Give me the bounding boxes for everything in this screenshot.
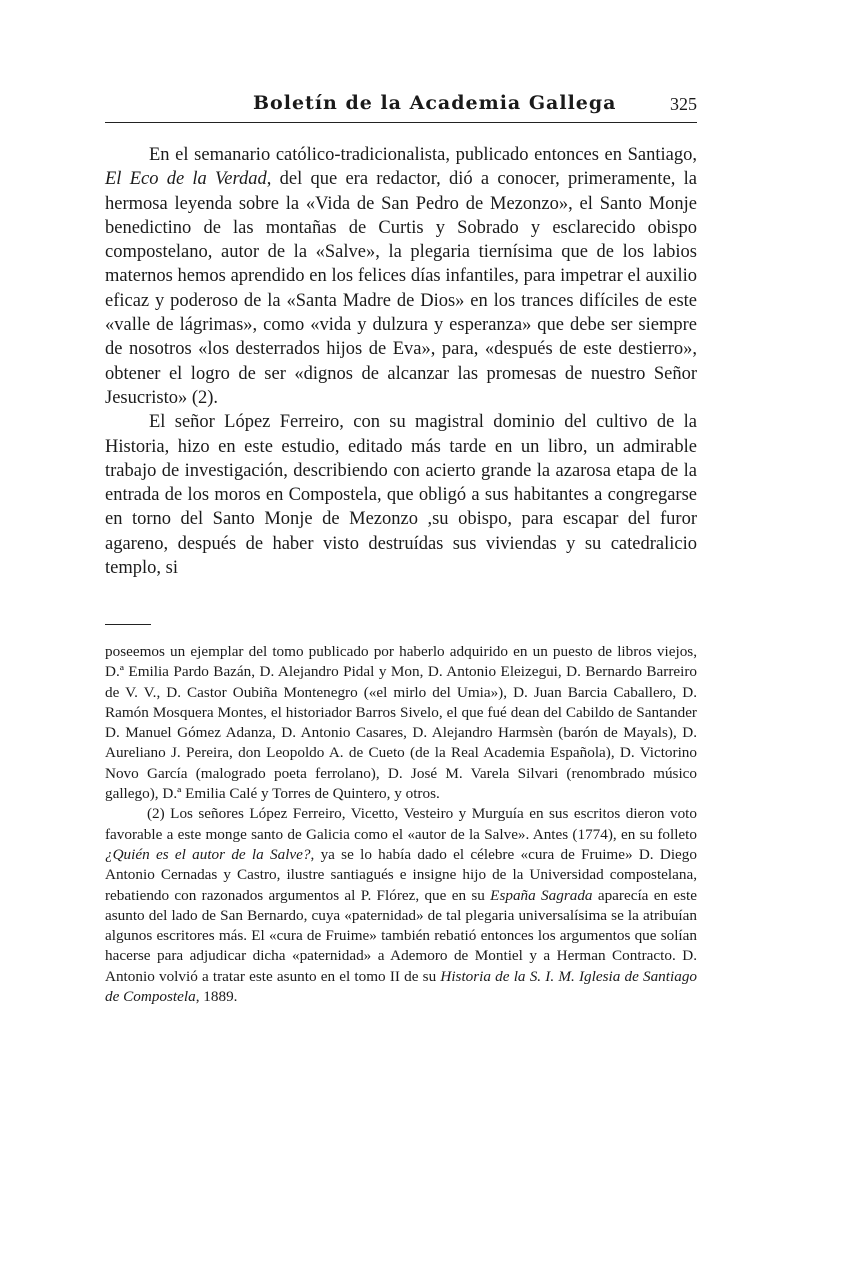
footnote-divider [105,624,151,625]
main-text [105,143,697,580]
footnote-2 [105,804,697,1007]
paragraph-1-text-a: En el semanario católico-tradicionalista, publicado entonces en Santiago, [149,145,697,165]
running-header [105,88,697,123]
footnote-2-text-c: , ya se lo había dado el célebre «cura de Fruime» D. Diego Antonio Cernadas y Castro, ilustre santiagués e insigne hijo de la Universidad compostelana, rebatiendo con razonados argumentos al P. Flórez, que en su [105,845,697,904]
footnote-2-text-e: aparecía en este asunto del lado de San Bernardo, cuya «paternidad» de tal plegaria universalísima se la atribuían algunos escritores más. El «cura de Fruime» también rebatió entonces los argumentos que solían hacerse para adjudicar dicha «paternidad» a Ademoro de Montiel y a Herman Contracto. D. Antonio volvió a tratar este asunto en el tomo II de su [105,886,697,985]
footnote-2-text-g: , 1889. [195,988,238,1006]
header-title: Boletín de la Academia Gallega [253,92,617,114]
newspaper-title: El Eco de la Verdad [105,169,267,190]
footnote-2-text-a: (2) Los señores López Ferreiro, Vicetto, Vesteiro y Murguía en sus escritos dieron voto favorable a este monge santo de Galicia como el «autor de la Salve». Antes (1774), en su folleto [105,805,697,843]
work-title-historia: Historia de la S. I. M. Iglesia de Santiago de Compostela [105,967,698,1006]
pamphlet-title: ¿Quién es el autor de la Salve? [105,845,311,863]
work-title-espana-sagrada: España Sagrada [490,886,593,904]
footnotes [105,642,697,1007]
paragraph-2: El señor López Ferreiro, con su magistral dominio del cultivo de la Historia, hizo en este estudio, editado más tarde en un libro, un admirable trabajo de investigación, describiendo con acierto grande la azarosa etapa de la entrada de los moros en Compostela, que obligó a sus habitantes a congregarse en torno del Santo Monje de Mezonzo ,su obispo, para escapar del furor agareno, después de haber visto destruídas sus viviendas y su catedralicio templo, si [105,412,697,579]
footnote-continuation: poseemos un ejemplar del tomo publicado por haberlo adquirido en un puesto de libros viejos, D.ª Emilia Pardo Bazán, D. Alejandro Pidal y Mon, D. Antonio Eleizegui, D. Bernardo Barreiro de V. V., D. Castor Oubiña Montenegro («el mirlo del Umia»), D. Juan Barcia Caballero, D. Ramón Mosquera Montes, el historiador Barros Sivelo, el que fué dean del Cabildo de Santander D. Manuel Gómez Adanza, D. Antonio Casares, D. Alejandro Harmsèn (barón de Mayals), D. Aureliano J. Pereira, don Leopoldo A. de Cueto (de la Real Academia Española), D. Victorino Novo García (malogrado poeta ferrolano), D. José M. Varela Silvari (renombrado músico gallego), D.ª Emilia Calé y Torres de Quintero, y otros. [105,643,697,803]
paragraph-1-text-c: , del que era redactor, dió a conocer, primeramente, la hermosa leyenda sobre la «Vida de San Pedro de Mezonzo», el Santo Monje benedictino de las montañas de Curtis y Sobrado y esclarecido obispo compostelano, autor de la «Salve», la plegaria tiernísima que de los labios maternos hemos aprendido en los felices días infantiles, para impetrar el auxilio eficaz y poderoso de la «Santa Madre de Dios» en los trances difíciles de este «valle de lágrimas», como «vida y dulzura y esperanza» que debe ser siempre de nosotros «los desterrados hijos de Eva», para, «después de este destierro», obtener el logro de ser «dignos de alcanzar las promesas de nuestro Señor Jesucristo» (2). [105,169,698,408]
page-number: 325 [670,94,697,114]
paragraph-1 [105,143,697,410]
